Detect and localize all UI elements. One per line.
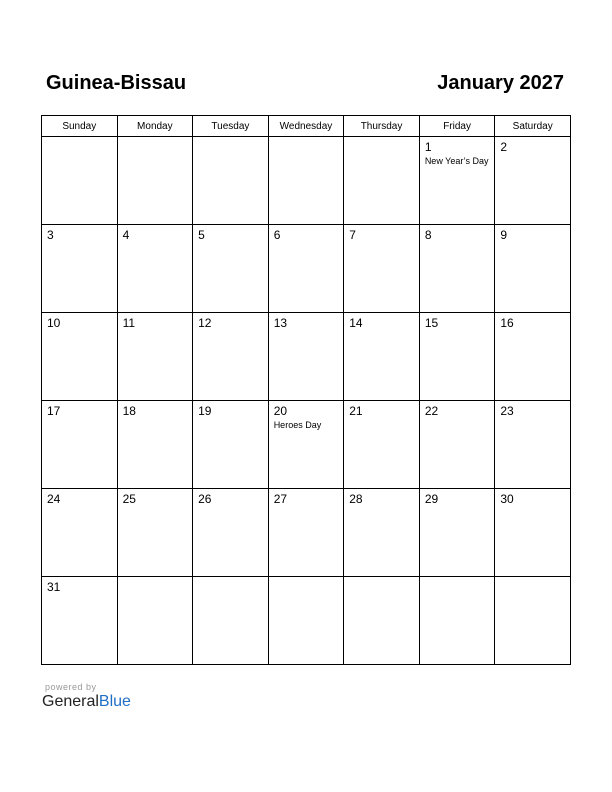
day-cell (268, 313, 344, 401)
day-cell (495, 225, 571, 313)
week-row (42, 489, 571, 577)
week-row (42, 313, 571, 401)
day-cell (344, 225, 420, 313)
day-cell (117, 313, 193, 401)
day-number: 30 (500, 492, 514, 506)
day-number: 12 (198, 316, 212, 330)
day-cell (419, 137, 495, 225)
day-number: 24 (47, 492, 61, 506)
day-cell (193, 489, 269, 577)
calendar-grid (41, 115, 571, 665)
day-cell (42, 225, 118, 313)
day-number: 29 (424, 492, 439, 506)
day-number: 18 (122, 404, 136, 418)
weekday-header-row (42, 116, 571, 137)
day-cell (495, 401, 571, 489)
empty-day-cell (193, 577, 269, 665)
day-cell (268, 225, 344, 313)
week-row (42, 577, 571, 665)
holiday-label: New Year’s Day (424, 156, 489, 166)
day-cell (193, 401, 269, 489)
day-cell (344, 401, 420, 489)
day-number: 21 (349, 404, 363, 418)
day-number: 13 (273, 316, 288, 330)
day-cell (42, 401, 118, 489)
empty-day-cell (344, 137, 420, 225)
generalblue-logo[interactable] (42, 693, 131, 711)
empty-day-cell (117, 137, 193, 225)
day-number: 5 (198, 228, 205, 242)
day-cell (42, 577, 118, 665)
day-number: 3 (47, 228, 54, 242)
day-number: 6 (273, 228, 281, 242)
weekday-header: Monday (117, 116, 193, 137)
week-row (42, 137, 571, 225)
empty-day-cell (419, 577, 495, 665)
weekday-header: Sunday (42, 116, 118, 137)
empty-day-cell (268, 577, 344, 665)
day-number: 11 (122, 316, 136, 330)
week-row (42, 401, 571, 489)
day-number: 9 (500, 228, 508, 242)
day-number: 10 (47, 316, 61, 330)
day-cell (495, 489, 571, 577)
month-year-title: January 2027 (437, 72, 564, 94)
day-number: 2 (500, 140, 508, 154)
day-number: 20 (273, 404, 288, 418)
empty-day-cell (268, 137, 344, 225)
day-number: 31 (47, 580, 61, 594)
day-number: 23 (500, 404, 514, 418)
empty-day-cell (344, 577, 420, 665)
day-number: 16 (500, 316, 514, 330)
day-number: 27 (273, 492, 288, 506)
day-cell (344, 313, 420, 401)
powered-by-text: powered by (45, 682, 97, 692)
day-cell (419, 313, 495, 401)
day-cell (419, 225, 495, 313)
brand-general-text: General (42, 693, 99, 710)
empty-day-cell (193, 137, 269, 225)
day-cell (117, 401, 193, 489)
day-cell (268, 489, 344, 577)
country-title: Guinea-Bissau (46, 72, 187, 94)
day-cell (193, 225, 269, 313)
day-cell (268, 401, 344, 489)
day-cell (42, 489, 118, 577)
brand-blue-text: Blue (98, 693, 131, 710)
day-cell (117, 489, 193, 577)
weekday-header: Wednesday (268, 116, 344, 137)
day-number: 15 (424, 316, 439, 330)
day-number: 22 (424, 404, 439, 418)
week-row (42, 225, 571, 313)
footer-branding (42, 682, 131, 711)
day-number: 17 (47, 404, 61, 418)
day-cell (42, 313, 118, 401)
weekday-header: Tuesday (193, 116, 269, 137)
holiday-label: Heroes Day (273, 420, 322, 430)
day-number: 19 (198, 404, 212, 418)
day-cell (495, 137, 571, 225)
day-number: 4 (122, 228, 130, 242)
day-cell (193, 313, 269, 401)
weekday-header: Friday (419, 116, 495, 137)
day-number: 8 (424, 228, 432, 242)
day-number: 1 (424, 140, 432, 154)
empty-day-cell (117, 577, 193, 665)
weekday-header: Saturday (495, 116, 571, 137)
day-cell (117, 225, 193, 313)
day-number: 14 (349, 316, 363, 330)
day-cell (495, 313, 571, 401)
day-cell (419, 489, 495, 577)
weekday-header: Thursday (344, 116, 420, 137)
day-number: 25 (122, 492, 136, 506)
day-cell (419, 401, 495, 489)
empty-day-cell (42, 137, 118, 225)
day-number: 7 (349, 228, 356, 242)
empty-day-cell (495, 577, 571, 665)
day-number: 28 (349, 492, 363, 506)
day-cell (344, 489, 420, 577)
day-number: 26 (198, 492, 212, 506)
